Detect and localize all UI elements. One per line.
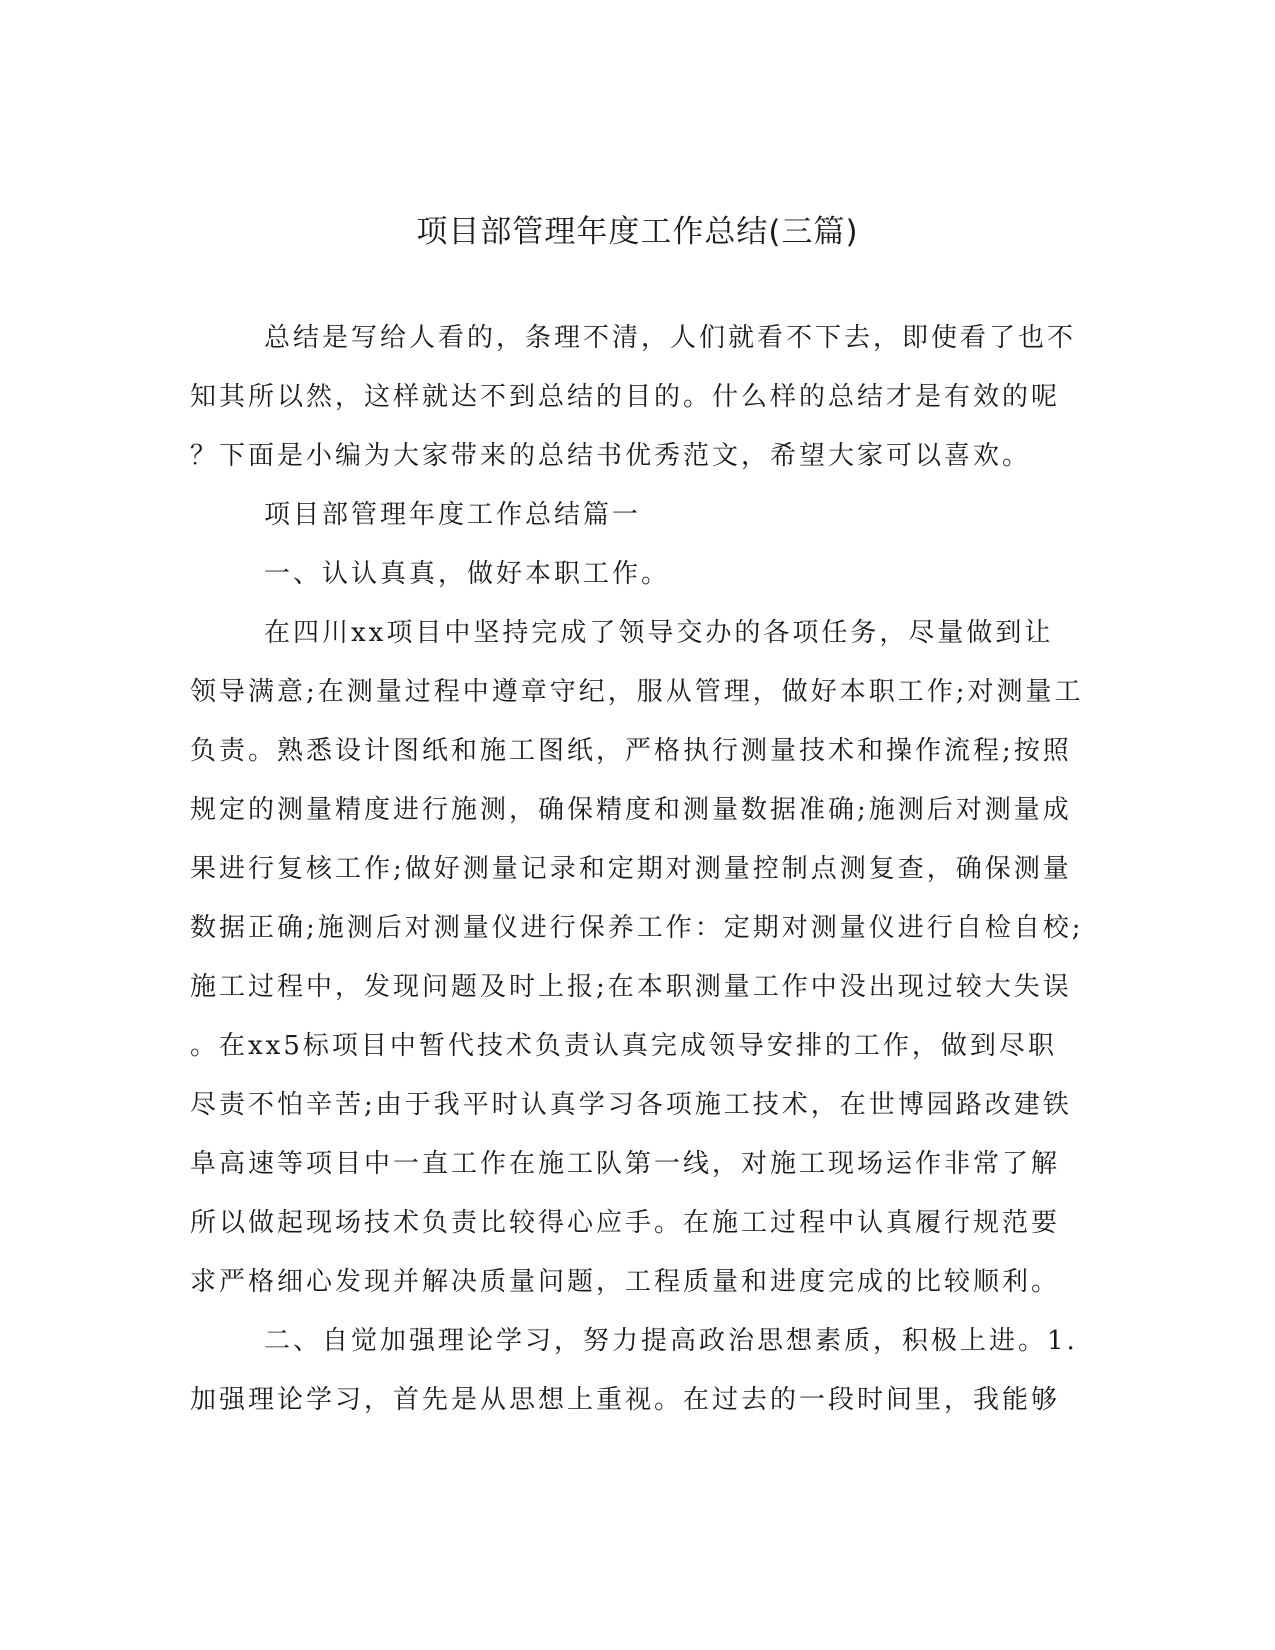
paragraph-line: 知其所以然，这样就达不到总结的目的。什么样的总结才是有效的呢	[190, 382, 1061, 412]
paragraph-line: 二、自觉加强理论学习，努力提高政治思想素质，积极上进。1.	[264, 1326, 1078, 1356]
paragraph-line: 尽责不怕辛苦;由于我平时认真学习各项施工技术，在世博园路改建铁	[190, 1090, 1072, 1120]
paragraph-line: 。在xx5标项目中暂代技术负责认真完成领导安排的工作，做到尽职	[190, 1031, 1057, 1061]
paragraph-line: 施工过程中，发现问题及时上报;在本职测量工作中没出现过较大失误	[190, 972, 1072, 1002]
paragraph-line: 负责。熟悉设计图纸和施工图纸，严格执行测量技术和操作流程;按照	[190, 736, 1072, 766]
paragraph-line: 果进行复核工作;做好测量记录和定期对测量控制点测复查，确保测量	[190, 854, 1072, 884]
paragraph-line: ？下面是小编为大家带来的总结书优秀范文，希望大家可以喜欢。	[190, 441, 1032, 471]
paragraph-line: 总结是写给人看的，条理不清，人们就看不下去，即使看了也不	[264, 323, 1077, 353]
paragraph-line: 加强理论学习，首先是从思想上重视。在过去的一段时间里，我能够	[190, 1385, 1061, 1415]
paragraph-line: 阜高速等项目中一直工作在施工队第一线，对施工现场运作非常了解	[190, 1149, 1061, 1179]
subsection-heading: 一、认认真真，做好本职工作。	[264, 559, 671, 589]
paragraph-line: 所以做起现场技术负责比较得心应手。在施工过程中认真履行规范要	[190, 1208, 1061, 1238]
paragraph-line: 求严格细心发现并解决质量问题，工程质量和进度完成的比较顺利。	[190, 1267, 1061, 1297]
paragraph-line: 数据正确;施测后对测量仪进行保养工作：定期对测量仪进行自检自校;	[190, 913, 1084, 943]
paragraph-line: 领导满意;在测量过程中遵章守纪，服从管理，做好本职工作;对测量工	[190, 677, 1084, 707]
paragraph-line: 规定的测量精度进行施测，确保精度和测量数据准确;施测后对测量成	[190, 795, 1072, 825]
document-title: 项目部管理年度工作总结(三篇)	[416, 214, 859, 250]
section-heading: 项目部管理年度工作总结篇一	[264, 500, 642, 530]
paragraph-line: 在四川xx项目中坚持完成了领导交办的各项任务，尽量做到让	[264, 618, 1054, 648]
